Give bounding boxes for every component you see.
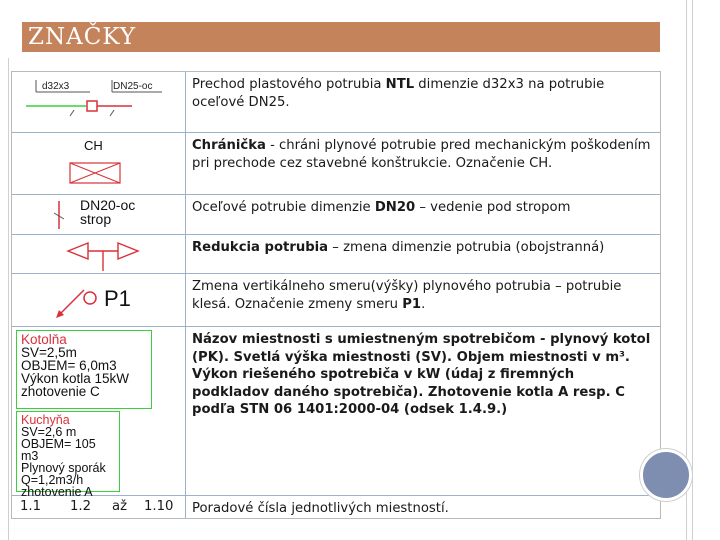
symbol-cell [12, 235, 186, 273]
symbol-label-ch: CH [84, 138, 103, 153]
row-description: Názov miestnosti s umiestneným spotrebičom - plynový kotol (PK). Svetlá výška miestnosti (SV). Objem miestnosti v m³. Výkon riešeného spotrebiča v kW (údaj z firemných podkladov daného spotrebiča). Zhotovenie kotla A resp. C podľa STN 06 1401:2000-04 (odsek 1.4.9.) [192, 332, 651, 417]
row-description: Poradové čísla jednotlivých miestností. [192, 501, 449, 516]
symbol-cell [12, 274, 186, 326]
table-row [12, 72, 660, 133]
room-name: Kuchyňa [21, 413, 70, 427]
room-sv: SV=2,6 m [21, 425, 77, 439]
room-name: Kotolňa [21, 332, 67, 347]
symbol-cell [12, 195, 186, 234]
symbol-label-strop: strop [80, 211, 112, 227]
room-zhotovenie: zhotovenie C [21, 384, 100, 399]
pipe-reduction-symbol [12, 235, 186, 274]
symbol-cell [12, 72, 186, 132]
symbol-cell [12, 496, 186, 518]
title-bar [22, 22, 660, 52]
room-number-last: 1.10 [144, 499, 174, 514]
room-q: Q=1,2m3/h [21, 473, 84, 487]
room-sv: SV=2,5m [21, 345, 77, 360]
table-row [12, 496, 660, 518]
legend-table [11, 71, 661, 519]
room-spotrebic: Plynový sporák [21, 461, 106, 475]
row-description: Zmena vertikálneho smeru(výšky) plynového potrubia – potrubie klesá. Označenie zmeny smeru P1. [192, 279, 622, 312]
symbol-label-dn20: DN20-oc [80, 197, 136, 213]
room-number-first: 1.1 [20, 499, 41, 514]
table-row [12, 235, 660, 274]
table-row [12, 133, 660, 195]
room-box-kotolna [16, 330, 152, 409]
decorative-circle [640, 449, 692, 501]
row-description: Redukcia potrubia – zmena dimenzie potrubia (obojstranná) [192, 240, 605, 255]
room-number-second: 1.2 [70, 499, 91, 514]
room-box-kuchyna [16, 411, 120, 499]
row-description: Prechod plastového potrubia NTL dimenzie d32x3 na potrubie oceľové DN25. [192, 77, 605, 110]
slide-title: ZNAČKY [28, 24, 137, 50]
row-description: Chránička - chráni plynové potrubie pred mechanickým poškodením pri prechode cez stavebné konštrukcie. Označenie CH. [192, 138, 651, 171]
row-description: Oceľové potrubie dimenzie DN20 – vedenie pod stropom [192, 200, 571, 215]
room-zhotovenie: zhotovenie A [21, 485, 93, 499]
table-row [12, 195, 660, 235]
symbol-cell [12, 327, 186, 499]
vertical-direction-change-symbol [12, 274, 186, 327]
range-word: až [112, 499, 128, 514]
room-vykon: Výkon kotla 15kW [21, 371, 130, 386]
symbol-cell [12, 133, 186, 194]
table-row [12, 274, 660, 327]
symbol-label-right: DN25-oc [113, 81, 153, 92]
frame-line-right-outer [692, 0, 693, 540]
symbol-label-left: d32x3 [42, 81, 70, 92]
room-objem: OBJEM= 6,0m3 [21, 358, 117, 373]
symbol-label-p1: P1 [104, 286, 131, 311]
room-objem: OBJEM= 105 m3 [21, 437, 96, 463]
table-row [12, 327, 660, 499]
plastic-to-steel-transition-symbol [12, 72, 186, 132]
frame-line-left [8, 58, 9, 540]
